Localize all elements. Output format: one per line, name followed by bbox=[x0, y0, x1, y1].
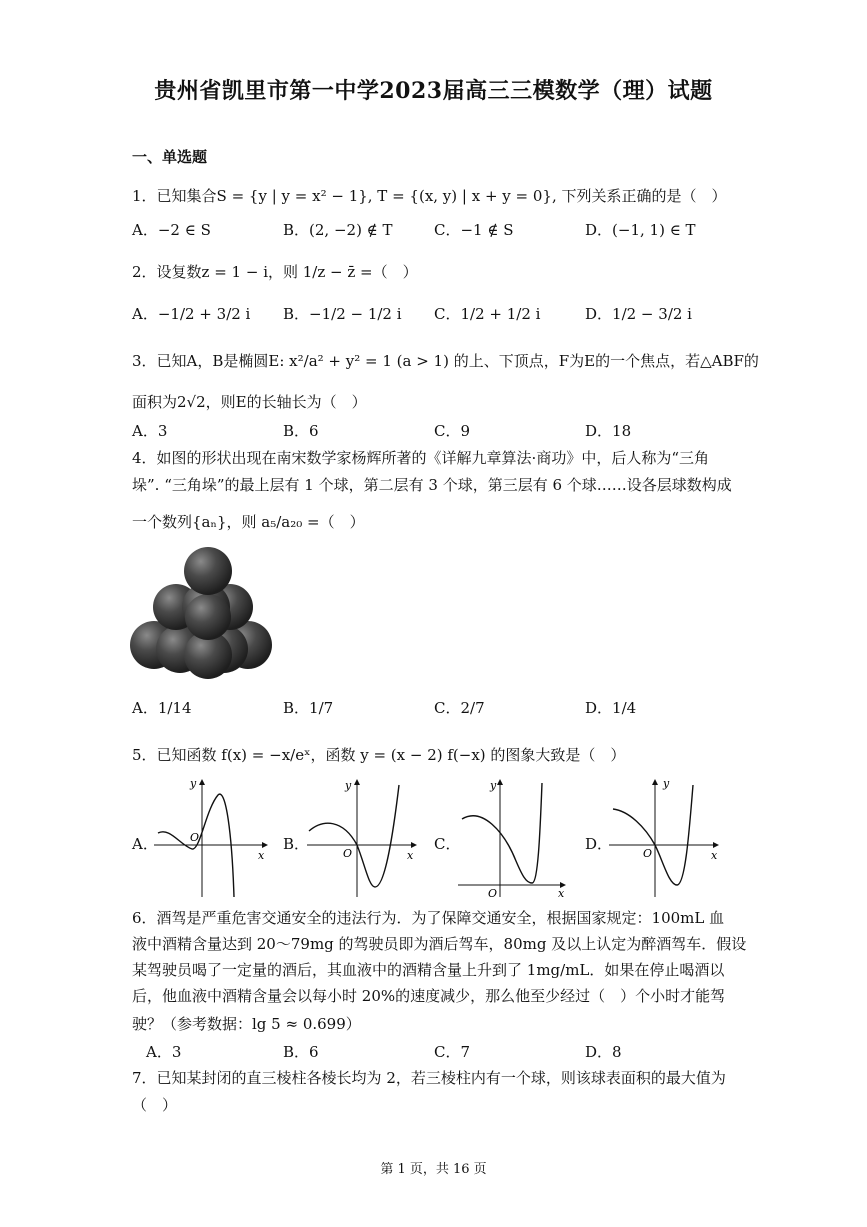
curve bbox=[462, 783, 542, 883]
question-6-stem-line1: 6．酒驾是严重危害交通安全的违法行为．为了保障交通安全，根据国家规定：100mL 血 bbox=[132, 909, 725, 927]
q5-graph-a bbox=[150, 775, 275, 900]
x-axis-arrow-icon bbox=[262, 842, 268, 848]
question-1-stem: 1．已知集合S = {y | y = x² − 1}, T = {(x, y) | x + y = 0}, 下列关系正确的是（ ） bbox=[132, 187, 727, 205]
q4-option-d: D．1/4 bbox=[585, 699, 637, 717]
question-6-stem-line3: 某驾驶员喝了一定量的酒后，其血液中的酒精含量上升到了 1mg/mL．如果在停止喝酒以 bbox=[132, 961, 725, 979]
q6-option-b: B．6 bbox=[283, 1043, 319, 1061]
q5-option-c: C． bbox=[434, 835, 461, 853]
triangular-pile-figure bbox=[128, 545, 278, 680]
q2-option-b: B．−1/2 − 1/2 i bbox=[283, 305, 402, 323]
page-footer: 第 1 页，共 16 页 bbox=[380, 1162, 487, 1177]
q6-option-a: A．3 bbox=[146, 1043, 182, 1061]
q2-option-c: C．1/2 + 1/2 i bbox=[434, 305, 541, 323]
ball bbox=[185, 594, 231, 640]
q2-option-a: A．−1/2 + 3/2 i bbox=[132, 305, 251, 323]
y-axis-arrow-icon bbox=[652, 779, 658, 785]
y-axis-label: y bbox=[190, 777, 197, 790]
q6-option-c: C．7 bbox=[434, 1043, 471, 1061]
x-axis-arrow-icon bbox=[713, 842, 719, 848]
y-axis-label: y bbox=[345, 779, 352, 792]
q1-option-d: D．(−1, 1) ∈ T bbox=[585, 221, 696, 239]
y-axis-arrow-icon bbox=[497, 779, 503, 785]
question-7-stem-line2: （ ） bbox=[132, 1096, 178, 1114]
section-heading: 一、单选题 bbox=[132, 148, 208, 166]
origin-label: O bbox=[643, 847, 653, 860]
q3-option-d: D．18 bbox=[585, 422, 632, 440]
curve bbox=[613, 785, 693, 885]
q5-option-b: B． bbox=[283, 835, 310, 853]
x-axis-label: x bbox=[258, 849, 265, 862]
question-4-stem-line2: 垛”. “三角垛”的最上层有 1 个球，第二层有 3 个球，第三层有 6 个球……设各层球数构成 bbox=[132, 476, 732, 494]
q3-option-a: A．3 bbox=[132, 422, 168, 440]
question-4-stem-line3: 一个数列{aₙ}，则 a₅/a₂₀ =（ ） bbox=[132, 513, 365, 531]
question-6-stem-line2: 液中酒精含量达到 20～79mg 的驾驶员即为酒后驾车，80mg 及以上认定为醉酒驾车．假设 bbox=[132, 935, 747, 953]
q5-option-a: A． bbox=[132, 835, 158, 853]
page-title: 贵州省凯里市第一中学2023届高三三模数学（理）试题 bbox=[154, 78, 713, 104]
y-axis-arrow-icon bbox=[354, 779, 360, 785]
x-axis-label: x bbox=[407, 849, 414, 862]
origin-label: O bbox=[488, 887, 498, 900]
x-axis-label: x bbox=[711, 849, 718, 862]
q4-option-c: C．2/7 bbox=[434, 699, 485, 717]
question-5-stem: 5．已知函数 f(x) = −x/eˣ，函数 y = (x − 2) f(−x) 的图象大致是（ ） bbox=[132, 746, 626, 764]
q5-graph-c bbox=[454, 775, 579, 900]
origin-label: O bbox=[190, 831, 200, 844]
y-axis-arrow-icon bbox=[199, 779, 205, 785]
question-3-stem-line2: 面积为2√2，则E的长轴长为（ ） bbox=[132, 393, 367, 411]
x-axis-label: x bbox=[558, 887, 565, 900]
question-7-stem-line1: 7．已知某封闭的直三棱柱各棱长均为 2，若三棱柱内有一个球，则该球表面积的最大值为 bbox=[132, 1069, 726, 1087]
q4-option-a: A．1/14 bbox=[132, 699, 192, 717]
curve bbox=[158, 794, 234, 897]
question-6-stem-line5: 驶？（参考数据：lg 5 ≈ 0.699） bbox=[132, 1015, 361, 1033]
q1-option-c: C．−1 ∉ S bbox=[434, 221, 514, 239]
q4-option-b: B．1/7 bbox=[283, 699, 334, 717]
y-axis-label: y bbox=[490, 779, 497, 792]
q5-option-d: D． bbox=[585, 835, 613, 853]
y-axis-label: y bbox=[663, 777, 670, 790]
x-axis-arrow-icon bbox=[411, 842, 417, 848]
question-2-stem: 2．设复数z = 1 − i，则 1/z − z̄ =（ ） bbox=[132, 263, 418, 281]
question-6-stem-line4: 后，他血液中酒精含量会以每小时 20%的速度减少，那么他至少经过（ ）个小时才能驾 bbox=[132, 987, 726, 1005]
question-3-stem-line1: 3．已知A，B是椭圆E: x²/a² + y² = 1 (a > 1) 的上、下顶点，F为E的一个焦点，若△ABF的 bbox=[132, 352, 759, 370]
q5-graph-b bbox=[303, 775, 428, 900]
question-4-stem-line1: 4．如图的形状出现在南宋数学家杨辉所著的《详解九章算法·商功》中，后人称为“三角 bbox=[132, 449, 709, 467]
q3-option-b: B．6 bbox=[283, 422, 319, 440]
q3-option-c: C．9 bbox=[434, 422, 471, 440]
q2-option-d: D．1/2 − 3/2 i bbox=[585, 305, 692, 323]
ball bbox=[184, 547, 232, 595]
q1-option-a: A．−2 ∈ S bbox=[132, 221, 211, 239]
origin-label: O bbox=[343, 847, 353, 860]
curve bbox=[309, 785, 399, 887]
q5-graph-d bbox=[605, 775, 730, 900]
q6-option-d: D．8 bbox=[585, 1043, 622, 1061]
q1-option-b: B．(2, −2) ∉ T bbox=[283, 221, 393, 239]
